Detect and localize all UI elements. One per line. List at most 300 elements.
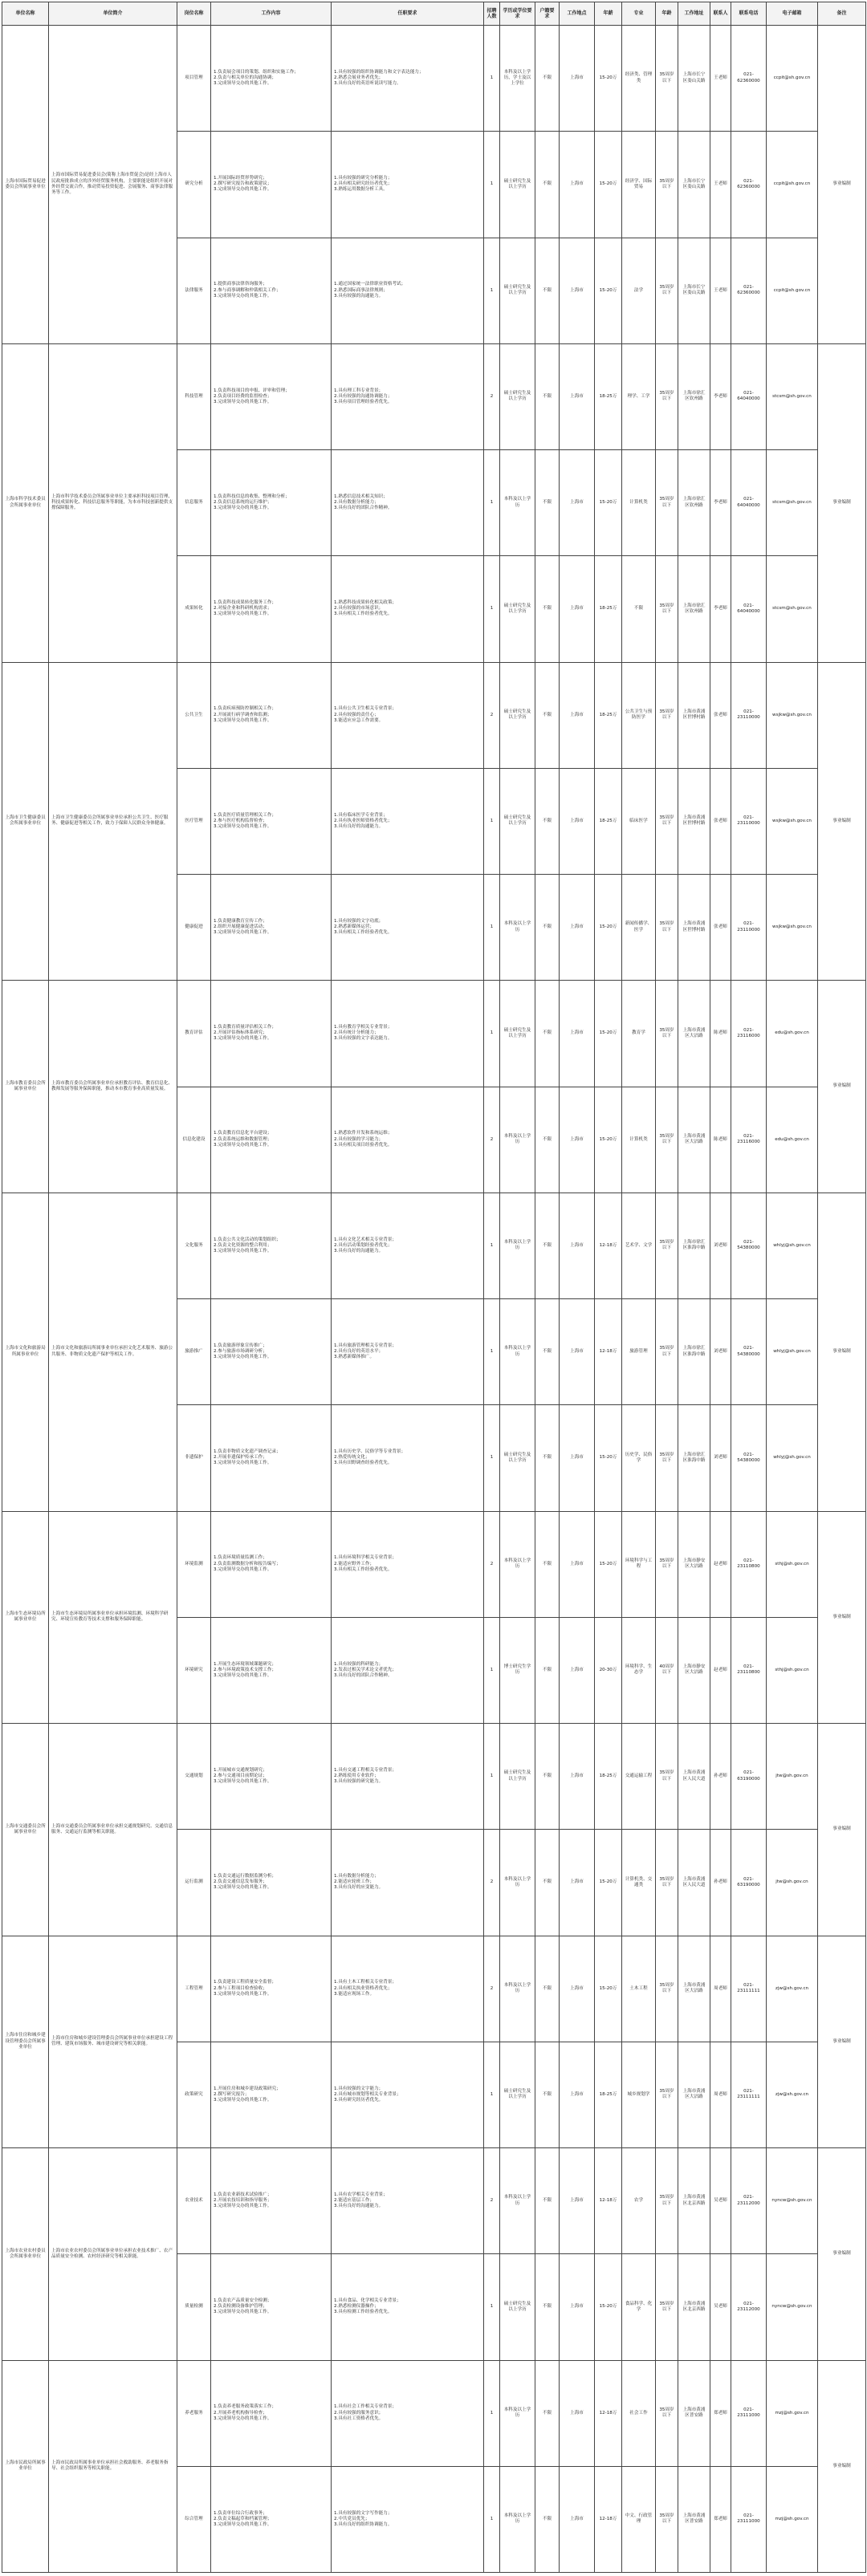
annual-salary: 15-20万 [595,26,622,132]
contact-person: 刘老师 [710,1405,731,1511]
unit-name: 上海市生态环境局所属事业单位 [2,1511,49,1724]
degree-requirement: 本科及以上学历 [500,1936,535,2042]
age-requirement: 35周岁以下 [656,132,678,238]
remark: 事业编制 [818,2148,866,2361]
work-location: 上海市 [560,1617,595,1723]
job-requirements: 1.具有食品、化学相关专业背景； 2.熟悉检测仪器操作； 3.具有检测工作经验者优先。 [332,2254,484,2360]
major-requirement: 教育学 [622,981,656,1087]
work-location: 上海市 [560,1193,595,1298]
major-requirement: 环境科学与工程 [622,1511,656,1617]
work-location: 上海市 [560,2360,595,2466]
job-title: 健康促进 [177,875,211,981]
recruitment-table [2,2,866,2573]
residency-requirement: 不限 [535,2466,560,2572]
job-title: 成果转化 [177,556,211,662]
work-location: 上海市 [560,1299,595,1405]
contact-email[interactable]: mzj@sh.gov.cn [767,2466,818,2572]
work-address: 上海市徐汇区钦州路 [678,556,710,662]
job-title: 旅游推广 [177,1299,211,1405]
work-address: 上海市黄浦区普安路 [678,2466,710,2572]
contact-email[interactable]: nyncw@sh.gov.cn [767,2254,818,2360]
unit-intro: 上海市交通委员会所属事业单位承担交通规划研究、交通信息服务、交通运行监测等相关职能。 [49,1724,177,1936]
job-content: 1.负责非物质文化遗产调查记录； 2.开展非遗保护传承工作； 3.完成领导交办的其他工作。 [211,1405,332,1511]
age-requirement: 35周岁以下 [656,981,678,1087]
contact-person: 王老师 [710,26,731,132]
job-requirements: 1.具有农学相关专业背景； 2.能适应基层工作； 3.具有良好的沟通能力。 [332,2148,484,2254]
major-requirement: 新闻传播学、医学 [622,875,656,981]
contact-person: 陈老师 [710,981,731,1087]
job-content: 1.开展城市交通规划研究； 2.参与交通项目前期论证； 3.完成领导交办的其他工作。 [211,1724,332,1830]
major-requirement: 计算机类 [622,1087,656,1193]
headcount: 2 [484,1936,500,2042]
contact-person: 周老师 [710,2042,731,2147]
contact-person: 赵老师 [710,1511,731,1617]
work-address: 上海市黄浦区大沽路 [678,981,710,1087]
age-requirement: 35周岁以下 [656,1830,678,1936]
job-title: 法律服务 [177,238,211,343]
major-requirement: 临床医学 [622,768,656,874]
contact-phone: 021-23110800 [731,1617,767,1723]
contact-phone: 021-23110000 [731,875,767,981]
annual-salary: 12-18万 [595,2148,622,2254]
unit-name: 上海市住房和城乡建设管理委员会所属事业单位 [2,1936,49,2148]
residency-requirement: 不限 [535,1936,560,2042]
headcount: 1 [484,768,500,874]
table-row [2,1193,866,1298]
contact-person: 张老师 [710,662,731,768]
work-address: 上海市长宁区娄山关路 [678,26,710,132]
contact-phone: 021-62360000 [731,26,767,132]
work-location: 上海市 [560,132,595,238]
work-address: 上海市黄浦区大沽路 [678,2042,710,2147]
residency-requirement: 不限 [535,2042,560,2147]
job-title: 综合管理 [177,2466,211,2572]
job-title: 教育评估 [177,981,211,1087]
contact-person: 刘老师 [710,1193,731,1298]
residency-requirement: 不限 [535,2360,560,2466]
annual-salary: 15-20万 [595,1405,622,1511]
contact-phone: 021-62360000 [731,132,767,238]
annual-salary: 15-20万 [595,875,622,981]
age-requirement: 40周岁以下 [656,1617,678,1723]
job-title: 非遗保护 [177,1405,211,1511]
job-title: 环境研究 [177,1617,211,1723]
work-location: 上海市 [560,2466,595,2572]
contact-email[interactable]: mzj@sh.gov.cn [767,2360,818,2466]
age-requirement: 35周岁以下 [656,26,678,132]
job-content: 1.负责交通运行数据监测分析； 2.负责交通信息发布服务； 3.完成领导交办的其他工作。 [211,1830,332,1936]
job-title: 医疗管理 [177,768,211,874]
job-title: 质量检测 [177,2254,211,2360]
contact-email[interactable]: whlyj@sh.gov.cn [767,1193,818,1298]
major-requirement: 旅游管理 [622,1299,656,1405]
contact-email[interactable]: zjw@sh.gov.cn [767,2042,818,2147]
job-requirements: 1.具有理工科专业背景； 2.具有较强的沟通协调能力； 3.具有项目管理经验者优先。 [332,343,484,449]
table-row [2,1511,866,1617]
work-location: 上海市 [560,768,595,874]
unit-intro: 上海市教育委员会所属事业单位承担教育评估、教育信息化、教师发展等服务保障职能，推动本市教育事业高质量发展。 [49,981,177,1193]
job-requirements: 1.具有文化艺术相关专业背景； 2.具有活动策划经验者优先； 3.具有良好的沟通能力。 [332,1193,484,1298]
degree-requirement: 硕士研究生及以上学历 [500,343,535,449]
work-location: 上海市 [560,26,595,132]
annual-salary: 15-20万 [595,2254,622,2360]
headcount: 1 [484,26,500,132]
job-title: 工程管理 [177,1936,211,2042]
work-address: 上海市黄浦区世博村路 [678,662,710,768]
degree-requirement: 本科及以上学历 [500,1830,535,1936]
contact-email[interactable]: stcsm@sh.gov.cn [767,450,818,556]
contact-email[interactable]: ccpit@sh.gov.cn [767,238,818,343]
unit-intro: 上海市科学技术委员会所属事业单位主要承担科技项目管理、科技成果转化、科技信息服务等职能，为本市科技创新提供支撑保障服务。 [49,343,177,662]
degree-requirement: 硕士研究生及以上学历 [500,556,535,662]
major-requirement: 历史学、民俗学 [622,1405,656,1511]
job-content: 1.负责农业新技术试验推广； 2.开展农技培训和指导服务； 3.完成领导交办的其他工作。 [211,2148,332,2254]
job-requirements: 1.熟悉科技成果转化相关政策； 2.具有较强的市场意识； 3.具有相关工作经验者优先。 [332,556,484,662]
table-row [2,1936,866,2042]
contact-email[interactable]: nyncw@sh.gov.cn [767,2148,818,2254]
age-requirement: 35周岁以下 [656,1193,678,1298]
work-location: 上海市 [560,1511,595,1617]
age-requirement: 35周岁以下 [656,1087,678,1193]
unit-name: 上海市农业农村委员会所属事业单位 [2,2148,49,2361]
contact-phone: 021-23112000 [731,2148,767,2254]
column-header: 岗位名称 [177,2,211,26]
job-title: 养老服务 [177,2360,211,2466]
degree-requirement: 本科及以上学历 [500,1087,535,1193]
job-content: 1.负责疾病预防控制相关工作； 2.开展流行病学调查和监测； 3.完成领导交办的其他工作。 [211,662,332,768]
contact-phone: 021-23112000 [731,2254,767,2360]
headcount: 1 [484,238,500,343]
major-requirement: 计算机类 [622,450,656,556]
contact-person: 陈老师 [710,1087,731,1193]
annual-salary: 15-20万 [595,450,622,556]
major-requirement: 交通运输工程 [622,1724,656,1830]
work-location: 上海市 [560,1830,595,1936]
contact-email[interactable]: ccpit@sh.gov.cn [767,132,818,238]
major-requirement: 中文、行政管理 [622,2466,656,2572]
annual-salary: 15-20万 [595,1087,622,1193]
unit-name: 上海市文化和旅游局所属事业单位 [2,1193,49,1511]
work-location: 上海市 [560,238,595,343]
remark: 事业编制 [818,981,866,1193]
residency-requirement: 不限 [535,875,560,981]
work-address: 上海市黄浦区世博村路 [678,875,710,981]
major-requirement: 社会工作 [622,2360,656,2466]
table-row [2,1724,866,1830]
headcount: 2 [484,1830,500,1936]
job-title: 农业技术 [177,2148,211,2254]
job-requirements: 1.具有土木工程相关专业背景； 2.具有相关执业资格者优先； 3.能适应现场工作。 [332,1936,484,2042]
job-requirements: 1.具有较强的文字写作能力； 2.中共党员优先； 3.具有良好的组织协调能力。 [332,2466,484,2572]
job-title: 运行监测 [177,1830,211,1936]
column-header: 年薪 [595,2,622,26]
degree-requirement: 硕士研究生及以上学历 [500,2254,535,2360]
residency-requirement: 不限 [535,1617,560,1723]
work-address: 上海市黄浦区普安路 [678,2360,710,2466]
contact-person: 王老师 [710,238,731,343]
major-requirement: 农学 [622,2148,656,2254]
work-address: 上海市静安区大沽路 [678,1511,710,1617]
degree-requirement: 硕士研究生及以上学历 [500,1405,535,1511]
contact-person: 周老师 [710,1936,731,2042]
age-requirement: 35周岁以下 [656,450,678,556]
degree-requirement: 本科及以上学历 [500,875,535,981]
residency-requirement: 不限 [535,1830,560,1936]
major-requirement: 不限 [622,556,656,662]
contact-email[interactable]: edu@sh.gov.cn [767,981,818,1087]
column-header: 电子邮箱 [767,2,818,26]
contact-email[interactable]: wsjkw@sh.gov.cn [767,875,818,981]
remark: 事业编制 [818,26,866,344]
job-requirements: 1.具有数据分析能力； 2.能适应轮班工作； 3.具有良好的应变能力。 [332,1830,484,1936]
work-location: 上海市 [560,2042,595,2147]
contact-phone: 021-64040000 [731,343,767,449]
header-row [2,2,866,26]
residency-requirement: 不限 [535,1193,560,1298]
contact-person: 张老师 [710,768,731,874]
age-requirement: 35周岁以下 [656,2466,678,2572]
major-requirement: 理学、工学 [622,343,656,449]
headcount: 1 [484,1405,500,1511]
contact-person: 孙老师 [710,1724,731,1830]
job-requirements: 1.具有历史学、民俗学等专业背景； 2.热爱传统文化； 3.具有田野调查经验者优先。 [332,1405,484,1511]
contact-email[interactable]: whlyj@sh.gov.cn [767,1405,818,1511]
unit-intro: 上海市国际贸易促进委员会(简称上海市贸促会)是经上海市人民政府批准成立的涉外经贸服务机构，主要职能是组织开展对外经贸交流合作，推动贸易投资促进、会展服务、商事法律服务等工作。 [49,26,177,344]
unit-name: 上海市民政局所属事业单位 [2,2360,49,2573]
contact-email[interactable]: stcsm@sh.gov.cn [767,556,818,662]
headcount: 1 [484,1193,500,1298]
contact-email[interactable]: wsjkw@sh.gov.cn [767,768,818,874]
job-content: 1.负责旅游形象宣传推广； 2.参与旅游市场调研分析； 3.完成领导交办的其他工作。 [211,1299,332,1405]
job-content: 1.提供商事法律咨询服务； 2.参与商事调解和仲裁相关工作； 3.完成领导交办的其他工作。 [211,238,332,343]
column-header: 年龄 [656,2,678,26]
unit-intro: 上海市卫生健康委员会所属事业单位承担公共卫生、医疗服务、健康促进等相关工作，致力于保障人民群众身体健康。 [49,662,177,981]
headcount: 2 [484,343,500,449]
headcount: 1 [484,875,500,981]
headcount: 1 [484,1299,500,1405]
annual-salary: 18-25万 [595,556,622,662]
headcount: 1 [484,556,500,662]
contact-email[interactable]: wsjkw@sh.gov.cn [767,662,818,768]
table-row [2,26,866,132]
unit-intro: 上海市农业农村委员会所属事业单位承担农业技术推广、农产品质量安全检测、农村经济研究等相关职能。 [49,2148,177,2361]
work-location: 上海市 [560,1405,595,1511]
contact-phone: 021-23111111 [731,1936,767,2042]
work-address: 上海市徐汇区钦州路 [678,450,710,556]
age-requirement: 35周岁以下 [656,875,678,981]
major-requirement: 城乡规划学 [622,2042,656,2147]
job-requirements: 1.具有较强的文字能力； 2.具有城市规划等相关专业背景； 3.具有研究经历者优先。 [332,2042,484,2147]
annual-salary: 18-25万 [595,343,622,449]
job-content: 1.负责农产品质量安全检测； 2.负责检测设备维护管理； 3.完成领导交办的其他工作。 [211,2254,332,2360]
degree-requirement: 硕士研究生及以上学历 [500,981,535,1087]
contact-phone: 021-23110000 [731,662,767,768]
column-header: 联系电话 [731,2,767,26]
job-title: 交通规划 [177,1724,211,1830]
residency-requirement: 不限 [535,132,560,238]
work-location: 上海市 [560,2148,595,2254]
contact-phone: 021-23111111 [731,2042,767,2147]
job-content: 1.负责建设工程质量安全监督； 2.参与工程项目检查验收； 3.完成领导交办的其他工作。 [211,1936,332,2042]
job-requirements: 1.具有环境科学相关专业背景； 2.能适应野外工作； 3.具有相关工作经验者优先。 [332,1511,484,1617]
major-requirement: 经济学、国际贸易 [622,132,656,238]
contact-phone: 021-23110000 [731,768,767,874]
work-location: 上海市 [560,556,595,662]
residency-requirement: 不限 [535,343,560,449]
major-requirement: 公共卫生与预防医学 [622,662,656,768]
degree-requirement: 硕士研究生及以上学历 [500,238,535,343]
work-location: 上海市 [560,1724,595,1830]
degree-requirement: 本科及以上学历 [500,2148,535,2254]
headcount: 1 [484,2466,500,2572]
job-content: 1.负责科技信息的收集、整理和分析； 2.负责信息系统的运行维护； 3.完成领导交办的其他工作。 [211,450,332,556]
contact-phone: 021-23111000 [731,2360,767,2466]
job-title: 环境监测 [177,1511,211,1617]
job-content: 1.负责公共文化活动的策划组织； 2.负责文化资源的整合利用； 3.完成领导交办的其他工作。 [211,1193,332,1298]
annual-salary: 18-25万 [595,1724,622,1830]
contact-phone: 021-64040000 [731,450,767,556]
unit-name: 上海市国际贸易促进委员会所属事业单位 [2,26,49,344]
remark: 事业编制 [818,1724,866,1936]
column-header: 专业 [622,2,656,26]
headcount: 1 [484,981,500,1087]
contact-person: 吴老师 [710,2254,731,2360]
work-address: 上海市黄浦区北京西路 [678,2254,710,2360]
residency-requirement: 不限 [535,981,560,1087]
residency-requirement: 不限 [535,238,560,343]
age-requirement: 35周岁以下 [656,2360,678,2466]
headcount: 1 [484,1617,500,1723]
annual-salary: 12-18万 [595,1193,622,1298]
column-header: 学历或学位要求 [500,2,535,26]
work-address: 上海市黄浦区世博村路 [678,768,710,874]
job-requirements: 1.熟悉信息技术相关知识； 2.具有数据分析能力； 3.具有良好的团队合作精神。 [332,450,484,556]
degree-requirement: 本科及以上学历 [500,1299,535,1405]
work-address: 上海市黄浦区人民大道 [678,1724,710,1830]
residency-requirement: 不限 [535,2148,560,2254]
headcount: 1 [484,450,500,556]
table-row [2,981,866,1087]
annual-salary: 18-25万 [595,768,622,874]
degree-requirement: 本科及以上学历 [500,1511,535,1617]
column-header: 单位简介 [49,2,177,26]
column-header: 招聘人数 [484,2,500,26]
contact-email[interactable]: stcsm@sh.gov.cn [767,343,818,449]
unit-name: 上海市交通委员会所属事业单位 [2,1724,49,1936]
age-requirement: 35周岁以下 [656,1936,678,2042]
job-requirements: 1.熟悉软件开发和系统运维； 2.具有较强的学习能力； 3.具有相关项目经验者优先。 [332,1087,484,1193]
contact-email[interactable]: sthj@sh.gov.cn [767,1617,818,1723]
job-content: 1.负责科技成果转化服务工作； 2.对接企业和科研机构需求； 3.完成领导交办的其他工作。 [211,556,332,662]
contact-person: 郑老师 [710,2360,731,2466]
column-header: 备注 [818,2,866,26]
annual-salary: 18-25万 [595,662,622,768]
contact-phone: 021-23110800 [731,1511,767,1617]
headcount: 1 [484,2360,500,2466]
contact-phone: 021-23116000 [731,1087,767,1193]
remark: 事业编制 [818,662,866,981]
job-content: 1.负责教育质量评估相关工作； 2.开展评估指标体系研究； 3.完成领导交办的其他工作。 [211,981,332,1087]
contact-email[interactable]: edu@sh.gov.cn [767,1087,818,1193]
remark: 事业编制 [818,343,866,662]
remark: 事业编制 [818,1936,866,2148]
contact-email[interactable]: zjw@sh.gov.cn [767,1936,818,2042]
table-row [2,662,866,768]
major-requirement: 计算机类、交通类 [622,1830,656,1936]
contact-email[interactable]: jtw@sh.gov.cn [767,1724,818,1830]
degree-requirement: 硕士研究生及以上学历 [500,2042,535,2147]
remark: 事业编制 [818,2360,866,2573]
residency-requirement: 不限 [535,1299,560,1405]
headcount: 2 [484,1087,500,1193]
job-content: 1.开展国际经贸形势研究； 2.撰写研究报告和政策建议； 3.完成领导交办的其他工作。 [211,132,332,238]
job-requirements: 1.具有旅游管理相关专业背景； 2.具有良好的英语水平； 3.熟悉新媒体推广。 [332,1299,484,1405]
job-content: 1.负责医疗质量管理相关工作； 2.参与医疗机构监督检查； 3.完成领导交办的其他工作。 [211,768,332,874]
major-requirement: 艺术学、文学 [622,1193,656,1298]
age-requirement: 35周岁以下 [656,2254,678,2360]
work-location: 上海市 [560,450,595,556]
job-title: 信息服务 [177,450,211,556]
contact-phone: 021-54380000 [731,1299,767,1405]
degree-requirement: 博士研究生学历 [500,1617,535,1723]
contact-phone: 021-64040000 [731,556,767,662]
age-requirement: 35周岁以下 [656,1724,678,1830]
job-content: 1.负责环境质量监测工作； 2.负责监测数据分析和报告编写； 3.完成领导交办的其他工作。 [211,1511,332,1617]
annual-salary: 15-20万 [595,238,622,343]
contact-person: 郑老师 [710,2466,731,2572]
annual-salary: 20-30万 [595,1617,622,1723]
contact-email[interactable]: sthj@sh.gov.cn [767,1511,818,1617]
job-content: 1.负责单位综合行政事务； 2.负责文稿起草和档案管理； 3.完成领导交办的其他工作。 [211,2466,332,2572]
annual-salary: 18-25万 [595,2042,622,2147]
annual-salary: 12-18万 [595,2466,622,2572]
table-row [2,343,866,449]
degree-requirement: 硕士研究生及以上学历 [500,662,535,768]
contact-email[interactable]: whlyj@sh.gov.cn [767,1299,818,1405]
table-row [2,2148,866,2254]
work-address: 上海市黄浦区大沽路 [678,1087,710,1193]
job-content: 1.负责养老服务政策落实工作； 2.开展养老机构指导检查； 3.完成领导交办的其他工作。 [211,2360,332,2466]
column-header: 工作地点 [560,2,595,26]
age-requirement: 35周岁以下 [656,343,678,449]
headcount: 2 [484,2148,500,2254]
age-requirement: 35周岁以下 [656,662,678,768]
table-header [2,2,866,26]
job-requirements: 1.具有较强的研究分析能力； 2.具有相关研究经历者优先； 3.熟练运用数据分析工具。 [332,132,484,238]
job-requirements: 1.具有交通工程相关专业背景； 2.熟练使用专业软件； 3.具有较强的研究能力。 [332,1724,484,1830]
unit-intro: 上海市生态环境局所属事业单位承担环境监测、环境科学研究、环境宣传教育等技术支撑和服务保障职能。 [49,1511,177,1724]
degree-requirement: 硕士研究生及以上学历 [500,132,535,238]
residency-requirement: 不限 [535,556,560,662]
job-requirements: 1.具有较强的科研能力； 2.发表过相关学术论文者优先； 3.具有良好的团队合作精神。 [332,1617,484,1723]
job-content: 1.负责展会项目的策划、组织和实施工作； 2.负责与相关单位的沟通协调； 3.完成领导交办的其他工作。 [211,26,332,132]
contact-email[interactable]: ccpit@sh.gov.cn [767,26,818,132]
contact-email[interactable]: jtw@sh.gov.cn [767,1830,818,1936]
contact-phone: 021-63190000 [731,1830,767,1936]
major-requirement: 经济类、管理类 [622,26,656,132]
work-address: 上海市徐汇区淮海中路 [678,1193,710,1298]
headcount: 1 [484,2042,500,2147]
job-title: 公共卫生 [177,662,211,768]
degree-requirement: 本科及以上学历 [500,2360,535,2466]
column-header: 户籍要求 [535,2,560,26]
job-content: 1.负责健康教育宣传工作； 2.组织开展健康促进活动； 3.完成领导交办的其他工作。 [211,875,332,981]
headcount: 1 [484,2254,500,2360]
unit-name: 上海市卫生健康委员会所属事业单位 [2,662,49,981]
unit-intro: 上海市文化和旅游局所属事业单位承担文化艺术服务、旅游公共服务、非物质文化遗产保护等相关工作。 [49,1193,177,1511]
residency-requirement: 不限 [535,450,560,556]
job-requirements: 1.具有较强的组织协调能力和文字表达能力； 2.熟悉会展业务者优先； 3.具有良好的英语听说读写能力。 [332,26,484,132]
